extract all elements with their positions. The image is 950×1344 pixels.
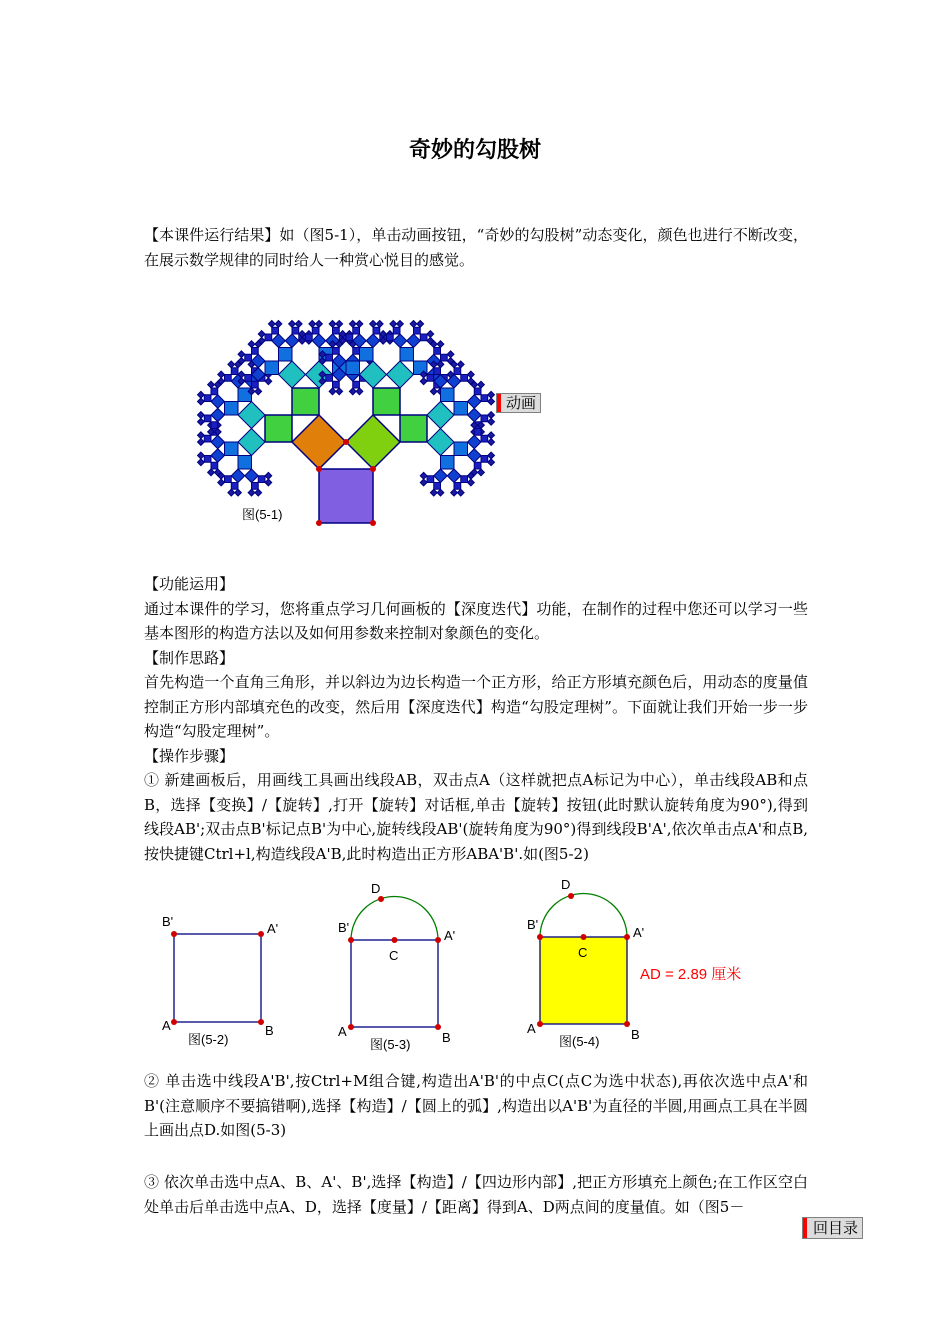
pythagoras-tree-figure	[168, 305, 488, 530]
tree-square	[211, 388, 218, 395]
tree-square	[252, 381, 259, 388]
section-text-function: 通过本课件的学习，您将重点学习几何画板的【深度迭代】功能，在制作的过程中您还可以学习一些基本图形的构造方法以及如何用参数来控制对象颜色的变化。	[144, 599, 808, 642]
tree-square	[231, 368, 238, 375]
label-a-prime: A'	[633, 925, 645, 940]
tree-square	[225, 442, 239, 456]
tree-square	[400, 348, 414, 362]
tree-square	[265, 378, 272, 385]
tree-square	[255, 489, 262, 496]
tree-square	[198, 398, 205, 405]
tree-square	[481, 395, 488, 402]
tree-square	[430, 388, 437, 395]
tree-square	[420, 472, 427, 479]
tree-square	[245, 469, 259, 483]
section-heading-steps: 【操作步骤】	[144, 746, 235, 765]
tree-square	[353, 381, 360, 388]
tree-square	[488, 418, 495, 425]
tree-square	[225, 402, 239, 416]
tree-square	[434, 348, 441, 355]
tree-square	[336, 321, 343, 328]
tree-square	[441, 354, 448, 361]
tree-square	[275, 321, 282, 328]
section-text-idea: 首先构造一个直角三角形，并以斜边为边长构造一个正方形，给正方形填充颜色后，用动态的度量值控制正方形内部填充色的改变，然后用【深度迭代】构造“勾股定理树”。下面就让我们开始一步一步构造“勾股定理树”。	[144, 673, 808, 740]
animate-button[interactable]: 动画	[496, 393, 541, 413]
tree-square	[488, 412, 495, 419]
tree-square	[285, 334, 299, 348]
tree-square	[417, 321, 424, 328]
tree-square	[265, 415, 292, 442]
tree-square	[420, 378, 427, 385]
tree-square	[454, 368, 461, 375]
label-a-prime: A'	[267, 921, 279, 936]
tree-square	[488, 452, 495, 459]
tree-square	[252, 483, 259, 490]
tree-square	[333, 348, 340, 355]
tree-square	[468, 449, 482, 463]
tree-square	[336, 388, 343, 395]
tree-square	[441, 456, 455, 470]
tree-square	[427, 429, 454, 456]
tree-square	[488, 398, 495, 405]
section-heading-idea: 【制作思路】	[144, 648, 235, 667]
tree-square	[198, 459, 205, 466]
tree-square	[279, 348, 293, 362]
tree-square	[198, 412, 205, 419]
label-b: B	[265, 1023, 274, 1038]
label-b: B	[442, 1030, 451, 1045]
tree-square	[468, 395, 482, 409]
distance-measurement: AD = 2.89 厘米	[640, 966, 742, 983]
label-b-prime: B'	[527, 917, 539, 932]
intro-paragraph: 【本课件运行结果】如（图5-1），单击动画按钮，“奇妙的勾股树”动态变化，颜色也进行不断改变，在展示数学规律的同时给人一种赏心悦目的感觉。	[144, 226, 808, 269]
tree-square	[295, 321, 302, 328]
tree-square	[346, 415, 400, 469]
tree-square	[434, 469, 448, 483]
tree-square	[252, 348, 259, 355]
tree-square	[248, 341, 255, 348]
tree-square	[204, 415, 211, 422]
tree-square	[265, 479, 272, 486]
label-d: D	[561, 877, 571, 892]
tree-square	[468, 479, 475, 486]
tree-square	[387, 334, 394, 341]
tree-square	[407, 334, 421, 348]
fig-5-3-caption: 图(5-3)	[370, 1037, 411, 1052]
tree-square	[198, 439, 205, 446]
body-sections	[144, 572, 808, 866]
tree-square	[292, 415, 346, 469]
tree-square	[400, 415, 427, 442]
tree-square	[329, 321, 336, 328]
tree-square	[478, 469, 485, 476]
tree-square	[478, 381, 485, 388]
tree-square	[333, 381, 340, 388]
tree-square	[474, 462, 481, 469]
tree-square	[427, 331, 434, 338]
fig-5-2	[162, 914, 278, 1047]
tree-square	[204, 435, 211, 442]
tree-square	[451, 489, 458, 496]
tree-square	[488, 391, 495, 398]
fig-5-1-caption: 图(5-1)	[242, 507, 283, 522]
tree-square	[268, 321, 275, 328]
tree-square	[235, 489, 242, 496]
tree-square	[346, 361, 360, 375]
label-a: A	[162, 1018, 171, 1033]
tree-point	[370, 520, 376, 526]
tree-square	[228, 489, 235, 496]
tree-square	[410, 321, 417, 328]
fig-5-2-caption: 图(5-2)	[188, 1032, 229, 1047]
tree-square	[457, 361, 464, 368]
tree-square	[228, 361, 235, 368]
tree-square	[468, 408, 482, 422]
label-b: B	[631, 1027, 640, 1042]
label-a: A	[338, 1024, 347, 1039]
tree-square	[211, 422, 218, 429]
tree-square	[447, 351, 454, 358]
tree-square	[488, 432, 495, 439]
tree-square	[265, 472, 272, 479]
tree-square	[434, 368, 441, 375]
fig-5-4-caption: 图(5-4)	[559, 1034, 600, 1049]
tree-square	[211, 395, 225, 409]
tree-square	[441, 388, 455, 402]
tree-square	[360, 348, 374, 362]
tree-square	[387, 361, 414, 388]
back-to-toc-button[interactable]: 回目录	[802, 1217, 863, 1239]
tree-square	[265, 361, 279, 375]
fig-5-4	[527, 877, 741, 1049]
label-d: D	[371, 881, 381, 896]
tree-square	[420, 334, 427, 341]
tree-square	[218, 479, 225, 486]
tree-square	[461, 375, 468, 382]
tree-square	[370, 321, 377, 328]
tree-square	[312, 327, 319, 334]
tree-square	[289, 321, 296, 328]
tree-square	[481, 435, 488, 442]
tree-square	[255, 388, 262, 395]
tree-square	[360, 361, 387, 388]
label-a: A	[527, 1021, 536, 1036]
tree-square	[457, 489, 464, 496]
tree-square	[225, 476, 232, 483]
fig-5-3	[338, 881, 455, 1052]
tree-square	[292, 388, 319, 415]
tree-square	[430, 489, 437, 496]
label-c: C	[578, 945, 588, 960]
tree-square	[376, 321, 383, 328]
tree-square	[488, 459, 495, 466]
tree-square	[393, 327, 400, 334]
tree-square	[437, 489, 444, 496]
tree-square	[306, 334, 313, 341]
tree-square	[329, 388, 336, 395]
tree-square	[245, 354, 252, 361]
tree-square	[353, 348, 360, 355]
tree-square	[326, 375, 333, 382]
tree-square	[427, 375, 434, 382]
section-heading-function: 【功能运用】	[144, 575, 235, 593]
tree-square	[333, 327, 340, 334]
tree-square	[272, 334, 286, 348]
tree-square	[312, 334, 326, 348]
tree-square	[248, 489, 255, 496]
label-b-prime: B'	[162, 914, 174, 929]
tree-square	[208, 381, 215, 388]
tree-square	[238, 456, 252, 470]
tree-square	[488, 439, 495, 446]
tree-square	[366, 334, 380, 348]
tree-square	[454, 483, 461, 490]
tree-square	[198, 418, 205, 425]
label-c: C	[389, 948, 399, 963]
tree-square	[454, 402, 468, 416]
tree-square	[420, 479, 427, 486]
tree-square	[211, 449, 225, 463]
tree-square	[356, 321, 363, 328]
tree-square	[468, 435, 482, 449]
tree-square	[434, 483, 441, 490]
tree-square	[349, 388, 356, 395]
tree-square	[373, 388, 400, 415]
tree-square	[346, 334, 353, 341]
tree-square	[198, 432, 205, 439]
tree-square	[211, 435, 225, 449]
tree-square	[225, 375, 232, 382]
tree-square	[272, 327, 279, 334]
tree-square	[258, 331, 265, 338]
step-2-text: ② 单击选中线段A'B',按Ctrl+M组合键,构造出A'B'的中点C(点C为选中状态),再依次选中点A'和B'(注意顺序不要搞错啊),选择【构造】/【圆上的弧】,构造出以A'B'为直径的半圆,用画点工具在半圆上画出点D.如图(5-3)	[144, 1072, 808, 1139]
tree-square	[427, 476, 434, 483]
tree-point	[316, 466, 322, 472]
tree-square	[447, 469, 461, 483]
tree-square	[204, 456, 211, 463]
label-b-prime: B'	[338, 920, 350, 935]
tree-square	[208, 469, 215, 476]
tree-square	[454, 442, 468, 456]
tree-square	[373, 327, 380, 334]
tree-square	[481, 415, 488, 422]
tree-square	[198, 452, 205, 459]
tree-square	[393, 334, 407, 348]
tree-square	[468, 371, 475, 378]
label-a-prime: A'	[444, 928, 456, 943]
step-3-text: ③ 依次单击选中点A、B、A'、B',选择【构造】/【四边形内部】,把正方形填充上颜色;在工作区空白处单击后单击选中点A、D，选择【度量】/【距离】得到A、D两点间的度量值。如（图5－	[144, 1173, 808, 1216]
tree-square	[279, 361, 306, 388]
tree-squares	[198, 321, 495, 524]
tree-square	[349, 321, 356, 328]
tree-square	[211, 408, 225, 422]
tree-square	[231, 483, 238, 490]
tree-point	[316, 520, 322, 526]
tree-square	[474, 429, 481, 436]
tree-square	[198, 391, 205, 398]
tree-square	[461, 476, 468, 483]
tree-square	[474, 388, 481, 395]
tree-square	[319, 469, 373, 523]
tree-square	[316, 321, 323, 328]
tree-square	[218, 371, 225, 378]
tree-square	[353, 327, 360, 334]
tree-square	[481, 456, 488, 463]
page-title: 奇妙的勾股树	[408, 138, 541, 163]
step-1-text: ① 新建画板后，用画线工具画出线段AB，双击点A（这样就把点A标记为中心），单击线段AB和点B，选择【变换】/【旋转】,打开【旋转】对话框,单击【旋转】按钮(此时默认旋转角度为90°),得到线段AB';双击点B'标记点B'为中心,旋转线段AB'(旋转角度为90°)得到线段B'A',依次单击点A'和点B,按快捷键Ctrl+l,构造线段A'B,此时构造出正方形ABA'B'.如(图5-2)	[144, 771, 808, 863]
tree-square	[397, 321, 404, 328]
tree-square	[204, 395, 211, 402]
tree-square	[414, 327, 421, 334]
tree-square	[265, 334, 272, 341]
tree-point	[343, 439, 349, 445]
tree-square	[258, 476, 265, 483]
tree-square	[292, 327, 299, 334]
tree-square	[238, 429, 265, 456]
tree-square	[309, 321, 316, 328]
tree-square	[238, 402, 265, 429]
tree-square	[211, 462, 218, 469]
tree-square	[437, 341, 444, 348]
tree-square	[356, 388, 363, 395]
tree-square	[245, 375, 252, 382]
tree-square	[238, 351, 245, 358]
tree-point	[370, 466, 376, 472]
tree-square	[390, 321, 397, 328]
square-figures	[150, 872, 770, 1057]
tree-square	[326, 354, 333, 361]
tree-square	[231, 469, 245, 483]
tree-square	[427, 402, 454, 429]
